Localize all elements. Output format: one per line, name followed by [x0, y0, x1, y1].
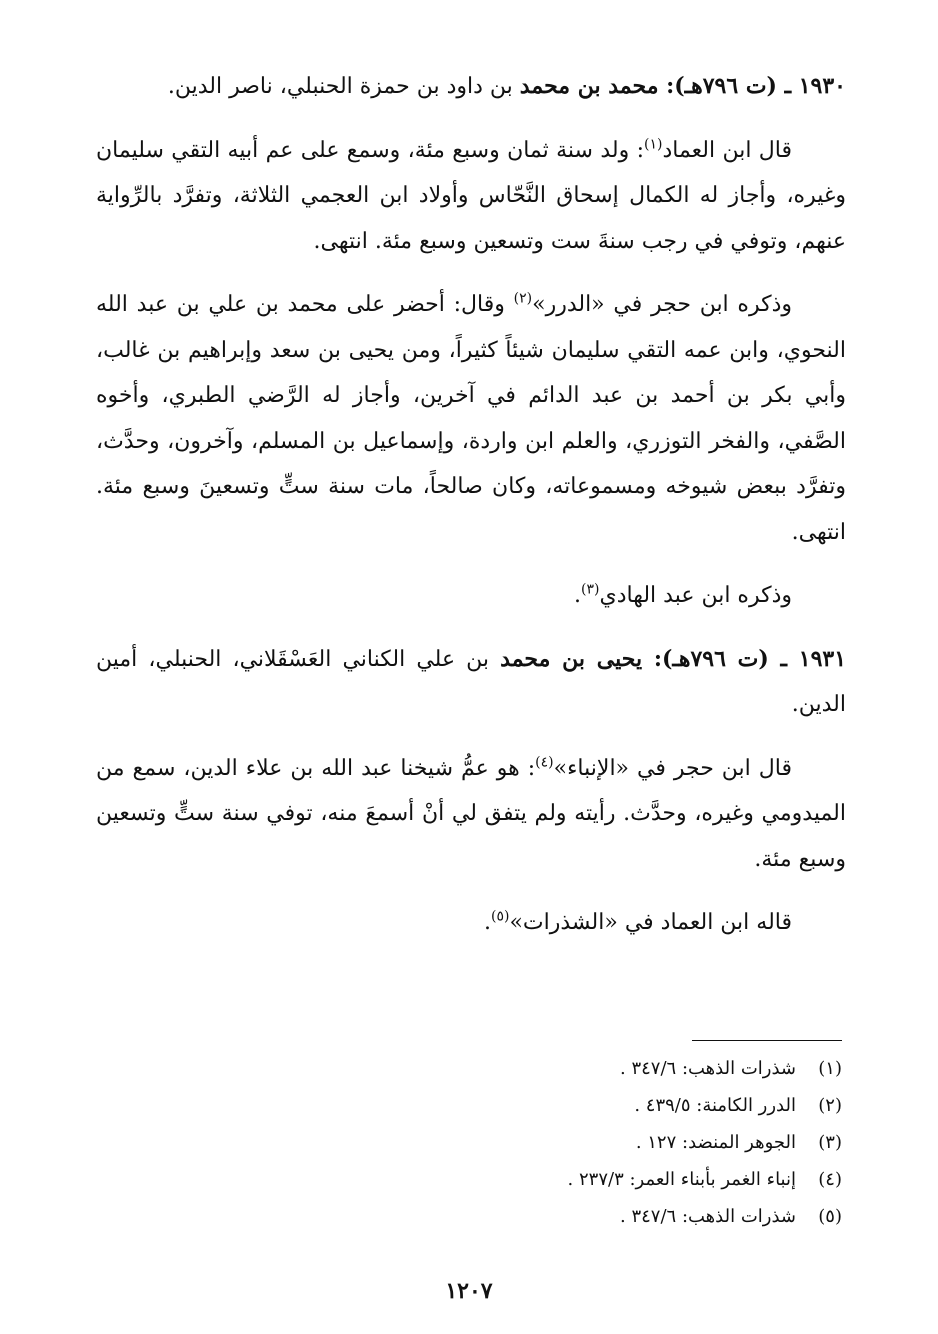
paragraph-text: وقال: أحضر على محمد بن علي بن عبد الله النحوي، وابن عمه التقي سليمان شيئاً كثيراً، ومن يحيى بن سعد وإبراهيم بن غالب، وأبي بكر بن أحمد بن عبد الدائم في آخرين، وأجاز له الرَّضي الطبري، وأخوه الصَّفي، والفخر التوزري، والعلم ابن واردة، وإسماعيل بن المسلم، وآخرون، وحدَّث، وتفرَّد ببعض شيوخه ومسموعاته، وكان صالحاً، مات سنة ستٍّ وتسعينَ وسبع مئة. انتهى.: [96, 292, 846, 545]
paragraph-text: قاله ابن العماد في «الشذرات»: [509, 910, 792, 935]
footnote-text: الجوهر المنضد: ١٢٧ .: [635, 1132, 796, 1153]
entry-1931-title: ١٩٣١ ـ (ت ٧٩٦هـ): يحيى بن محمد: [500, 645, 847, 672]
footnote-number: (٢): [818, 1095, 842, 1116]
entry-1931-title-rest: بن علي الكناني العَسْقَلاني، الحنبلي، أمين الدين.: [96, 646, 846, 717]
footnote-number: (٣): [818, 1132, 842, 1153]
entry-1931-ibn-al-imad-paragraph: [96, 900, 846, 946]
footnote-number: (١): [818, 1058, 842, 1079]
footnote-text: شذرات الذهب: ٣٤٧/٦ .: [620, 1206, 796, 1227]
paragraph-text: قال ابن العماد: [662, 137, 792, 163]
footnote-text: إنباء الغمر بأبناء العمر: ٢٣٧/٣ .: [567, 1169, 796, 1190]
entry-1930-heading: [96, 64, 846, 110]
entry-1930-title-rest: بن داود بن حمزة الحنبلي، ناصر الدين.: [167, 74, 520, 99]
entry-1930-title: ١٩٣٠ ـ (ت ٧٩٦هـ): محمد بن محمد: [519, 73, 846, 99]
entry-1930-ibn-al-imad-paragraph: [96, 128, 846, 265]
entry-1931-heading: [96, 637, 846, 728]
footnote-ref-1: (١): [643, 136, 663, 153]
footnote-ref-3: (٣): [581, 581, 600, 598]
footnote-text: الدرر الكامنة: ٤٣٩/٥ .: [634, 1095, 796, 1116]
entry-1930-ibn-hajar-paragraph: [96, 282, 846, 555]
paragraph-text: .: [574, 583, 582, 608]
footnote-item: [92, 1198, 842, 1235]
footnote-ref-5: (٥): [491, 908, 510, 925]
paragraph-text: وذكره ابن حجر في «الدرر»: [532, 292, 792, 317]
page-number: ١٢٠٧: [445, 1278, 493, 1304]
footnotes: [92, 1050, 842, 1235]
footnote-ref-2: (٢): [513, 290, 533, 307]
page-body: [96, 64, 846, 964]
footnote-divider: [692, 1040, 842, 1041]
paragraph-text: .: [484, 910, 491, 935]
entry-1930-ibn-abd-al-hadi-paragraph: [96, 573, 846, 619]
paragraph-text: : هو عمُّ شيخنا عبد الله بن علاء الدين، سمع من الميدومي وغيره، وحدَّث. رأيته ولم يتفق لي أنْ أسمعَ منه، توفي سنة ستٍّ وتسعين وسبع مئة.: [96, 755, 846, 872]
footnote-text: شذرات الذهب: ٣٤٧/٦ .: [620, 1058, 796, 1079]
entry-1931-ibn-hajar-paragraph: [96, 746, 846, 883]
footnote-ref-4: (٤): [535, 754, 554, 771]
footnote-number: (٤): [818, 1169, 842, 1190]
paragraph-text: وذكره ابن عبد الهادي: [599, 583, 792, 608]
footnote-item: [92, 1087, 842, 1124]
footnote-item: [92, 1124, 842, 1161]
paragraph-text: : ولد سنة ثمان وسبع مئة، وسمع على عم أبيه التقي سليمان وغيره، وأجاز له الكمال إسحاق النَّحّاس وأولاد ابن العجمي الثلاثة، وتفرَّد بالرِّواية عنهم، وتوفي في رجب سنةَ ست وتسعين وسبع مئة. انتهى.: [96, 137, 846, 254]
footnote-number: (٥): [818, 1206, 842, 1227]
footnote-item: [92, 1050, 842, 1087]
paragraph-text: قال ابن حجر في «الإنباء»: [553, 755, 792, 781]
footnote-item: [92, 1161, 842, 1198]
